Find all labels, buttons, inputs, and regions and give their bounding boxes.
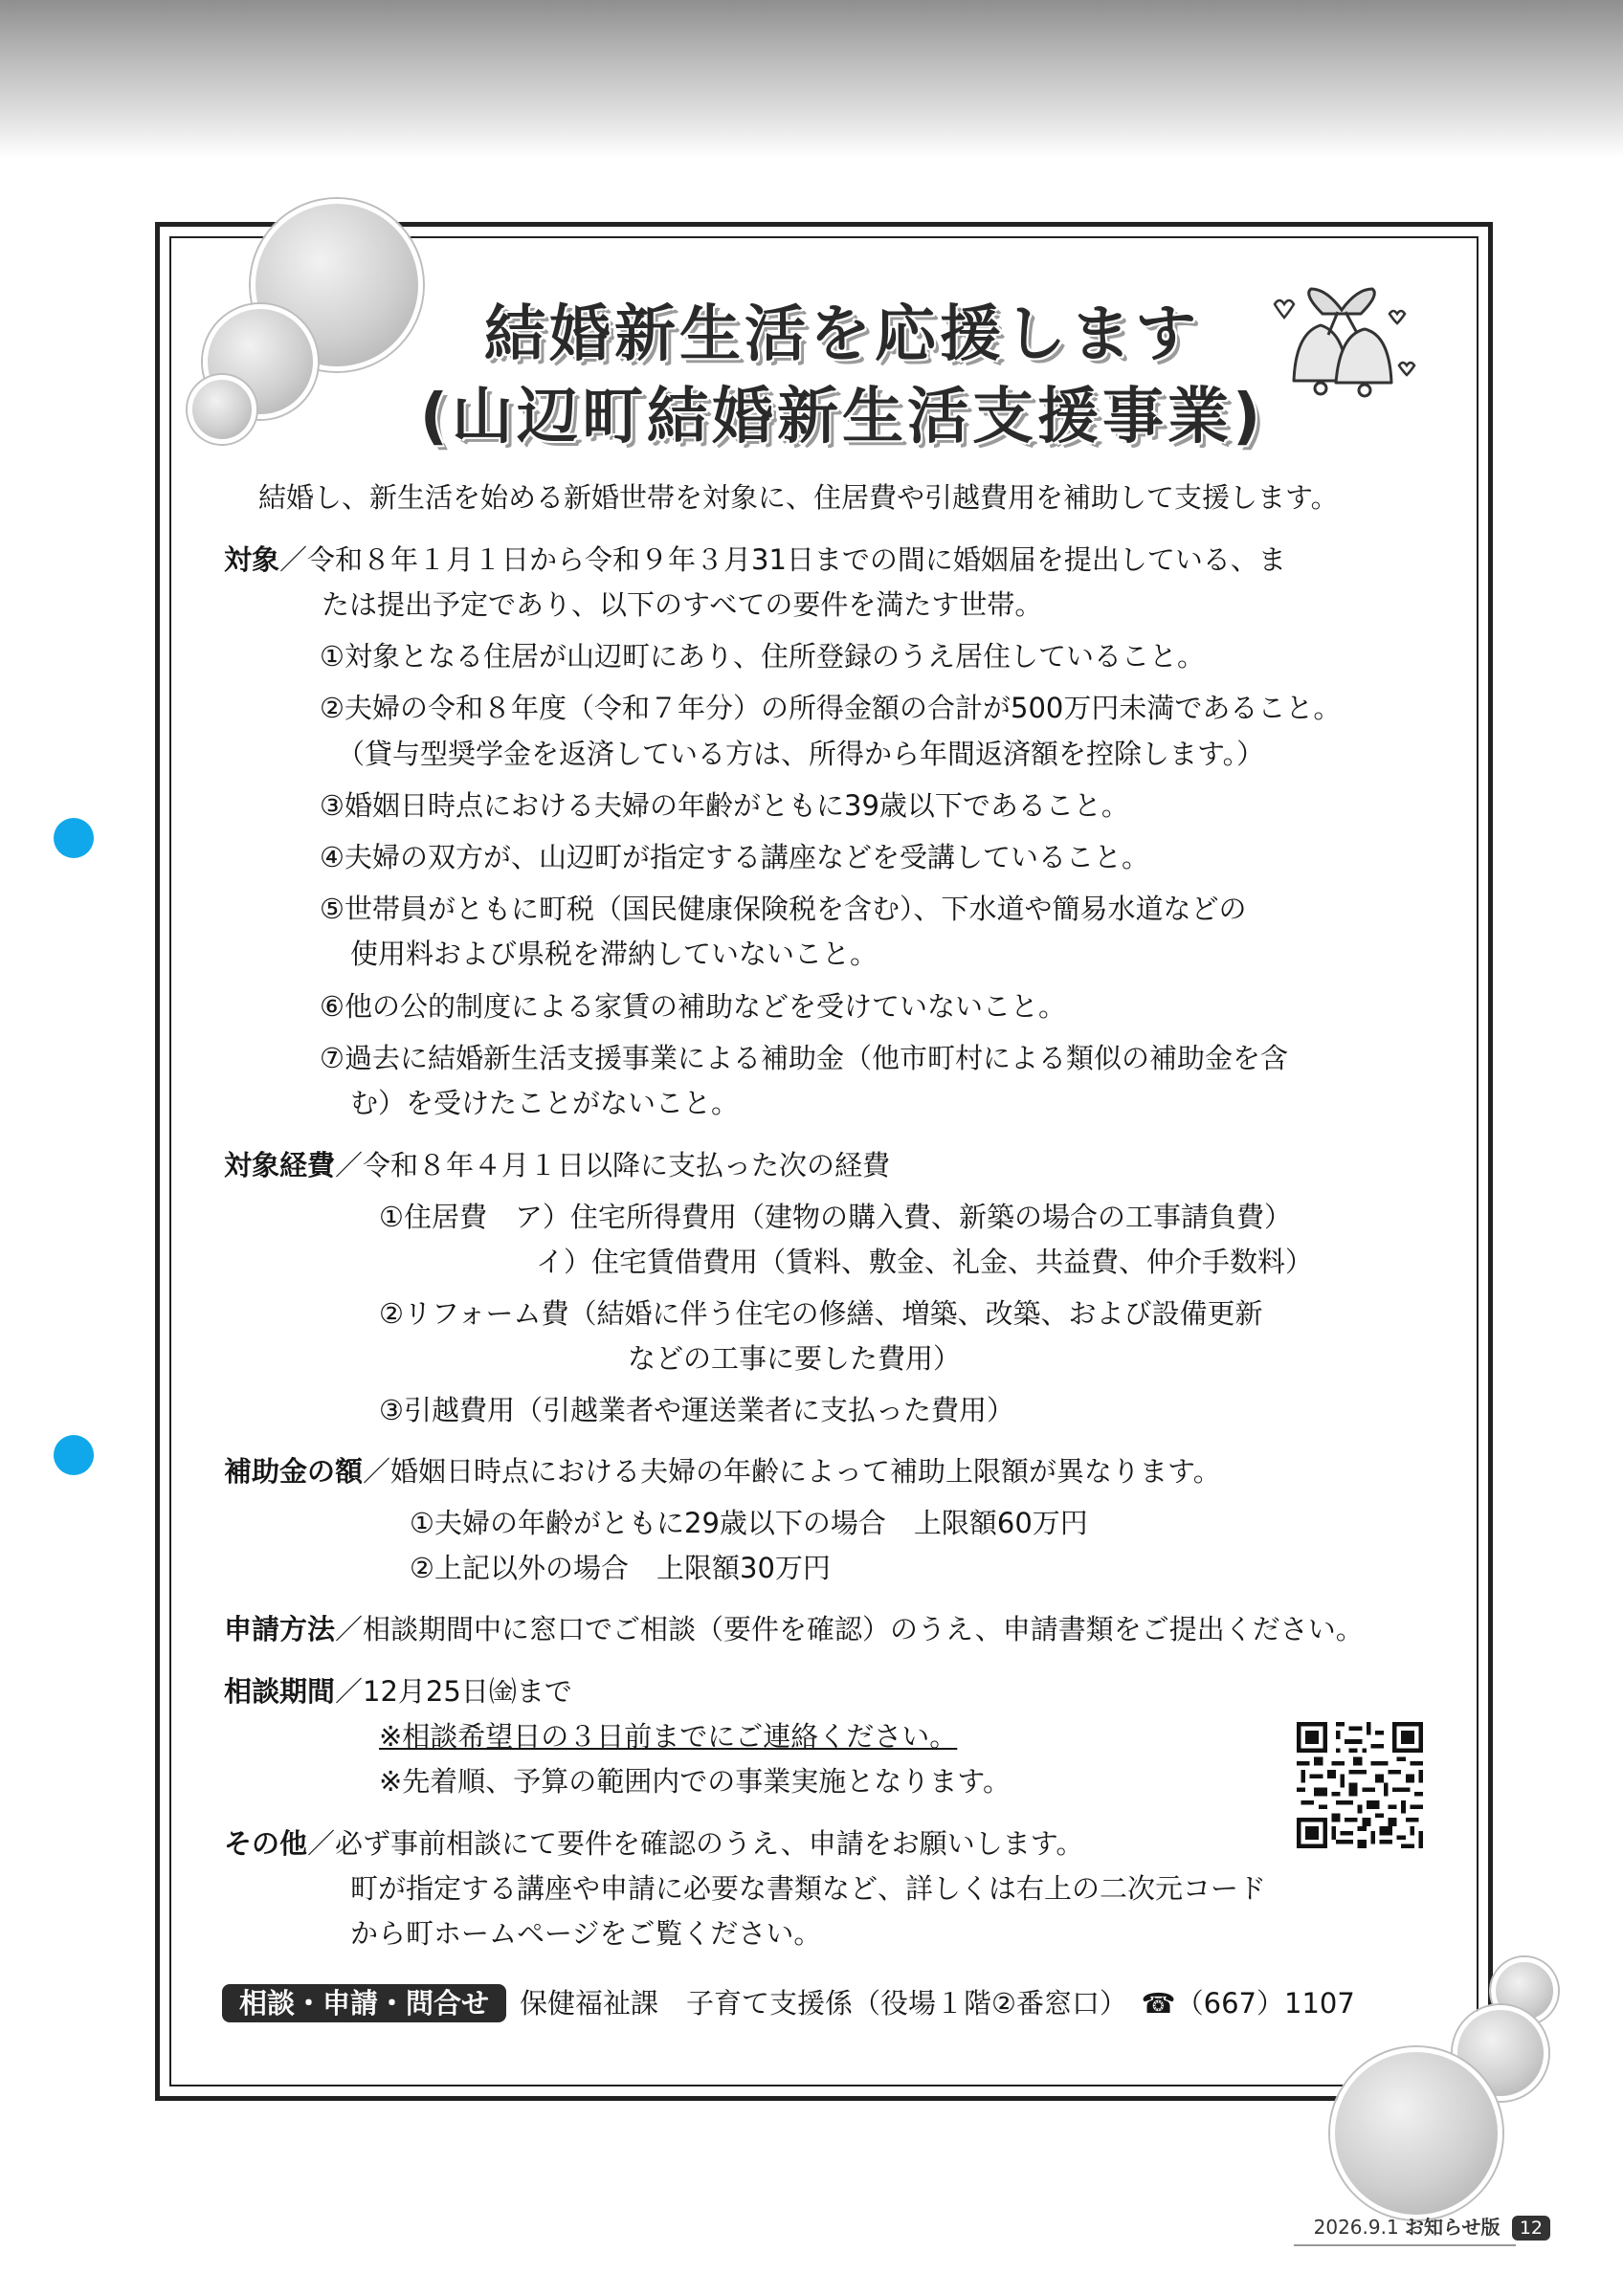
expense-item: ②リフォーム費（結婚に伴う住宅の修繕、増築、改築、および設備更新: [379, 1297, 1263, 1330]
other-text: 町が指定する講座や申請に必要な書類など、詳しくは右上の二次元コード: [350, 1872, 1267, 1905]
bubble-decoration: [1330, 2047, 1502, 2219]
requirement-item: ⑦過去に結婚新生活支援事業による補助金（他市町村による類似の補助金を含: [320, 1042, 1288, 1074]
section-label: 対象経費: [224, 1149, 336, 1181]
requirement-item-cont: む）を受けたことがないこと。: [350, 1087, 740, 1119]
contact-badge: 相談・申請・問合せ: [222, 1984, 506, 2022]
apply-line: [224, 1610, 1364, 1648]
page-subtitle: (山辺町結婚新生活支援事業): [419, 382, 1265, 453]
section-label: 申請方法: [224, 1613, 336, 1645]
period-note: ※先着順、予算の範囲内での事業実施となります。: [379, 1765, 1011, 1798]
page-number: 12: [1512, 2216, 1550, 2241]
header-band: [0, 0, 1623, 158]
section-text: ／12月25日㈮まで: [335, 1675, 572, 1708]
qr-code[interactable]: [1297, 1722, 1423, 1848]
bubble-decoration: [188, 375, 256, 444]
amount-item: ②上記以外の場合 上限額30万円: [410, 1552, 831, 1584]
amount-item: ①夫婦の年齢がともに29歳以下の場合 上限額60万円: [410, 1507, 1088, 1539]
page-title: 結婚新生活を応援します: [484, 299, 1200, 370]
expense-item-cont: イ）住宅賃借費用（賃料、敷金、礼金、共益費、仲介手数料）: [536, 1246, 1314, 1278]
period-note-underlined: ※相談希望日の３日前までにご連絡ください。: [379, 1720, 958, 1753]
contact-phone[interactable]: ☎（667）1107: [1141, 1987, 1355, 2020]
bells-icon: [1265, 276, 1418, 409]
amount-line: [224, 1452, 1221, 1490]
section-text: ／相談期間中に窓口でご相談（要件を確認）のうえ、申請書類をご提出ください。: [335, 1613, 1364, 1645]
target-line1: [224, 541, 1286, 579]
requirement-item: ③婚姻日時点における夫婦の年齢がともに39歳以下であること。: [320, 789, 1129, 822]
requirement-item: ⑥他の公的制度による家賃の補助などを受けていないこと。: [320, 990, 1066, 1023]
section-text: ／令和８年１月１日から令和９年３月31日までの間に婚姻届を提出している、ま: [279, 543, 1286, 576]
footer-rule: [1294, 2244, 1516, 2246]
expenses-line: [224, 1146, 890, 1184]
section-label: 対象: [224, 543, 280, 576]
section-text: ／婚姻日時点における夫婦の年齢によって補助上限額が異なります。: [363, 1455, 1221, 1488]
section-label: 補助金の額: [224, 1455, 364, 1488]
footer-edition: お知らせ版: [1405, 2216, 1501, 2239]
expense-item: ①住居費 ア）住宅所得費用（建物の購入費、新築の場合の工事請負費）: [379, 1201, 1292, 1233]
punch-marker-dot: [54, 1435, 94, 1475]
requirement-item: ②夫婦の令和８年度（令和７年分）の所得金額の合計が500万円未満であること。: [320, 692, 1342, 724]
other-text: から町ホームページをご覧ください。: [350, 1917, 822, 1950]
section-text: ／必ず事前相談にて要件を確認のうえ、申請をお願いします。: [307, 1827, 1084, 1860]
intro-text: 結婚し、新生活を始める新婚世帯を対象に、住居費や引越費用を補助して支援します。: [258, 481, 1339, 514]
requirement-item-cont: 使用料および県税を滞納していないこと。: [350, 938, 878, 970]
requirement-item-note: （貸与型奨学金を返済している方は、所得から年間返済額を控除します。）: [337, 738, 1265, 770]
page-footer: [1314, 2212, 1550, 2241]
target-line2: たは提出予定であり、以下のすべての要件を満たす世帯。: [322, 588, 1043, 621]
expense-item-cont: などの工事に要した費用）: [628, 1342, 962, 1375]
period-line: [224, 1672, 572, 1711]
expense-item: ③引越費用（引越業者や運送業者に支払った費用）: [379, 1394, 1014, 1426]
requirement-item: ⑤世帯員がともに町税（国民健康保険税を含む）、下水道や簡易水道などの: [320, 893, 1247, 925]
section-label: その他: [224, 1827, 308, 1860]
section-text: ／令和８年４月１日以降に支払った次の経費: [335, 1149, 891, 1181]
footer-date: 2026.9.1: [1313, 2216, 1399, 2239]
contact-line: [222, 1984, 1355, 2022]
requirement-item: ④夫婦の双方が、山辺町が指定する講座などを受講していること。: [320, 841, 1149, 873]
section-label: 相談期間: [224, 1675, 336, 1708]
contact-dept: 保健福祉課 子育て支援係（役場１階②番窓口）: [520, 1987, 1114, 2020]
other-line: [224, 1824, 1083, 1863]
requirement-item: ①対象となる住居が山辺町にあり、住所登録のうえ居住していること。: [320, 640, 1205, 673]
punch-marker-dot: [54, 818, 94, 858]
